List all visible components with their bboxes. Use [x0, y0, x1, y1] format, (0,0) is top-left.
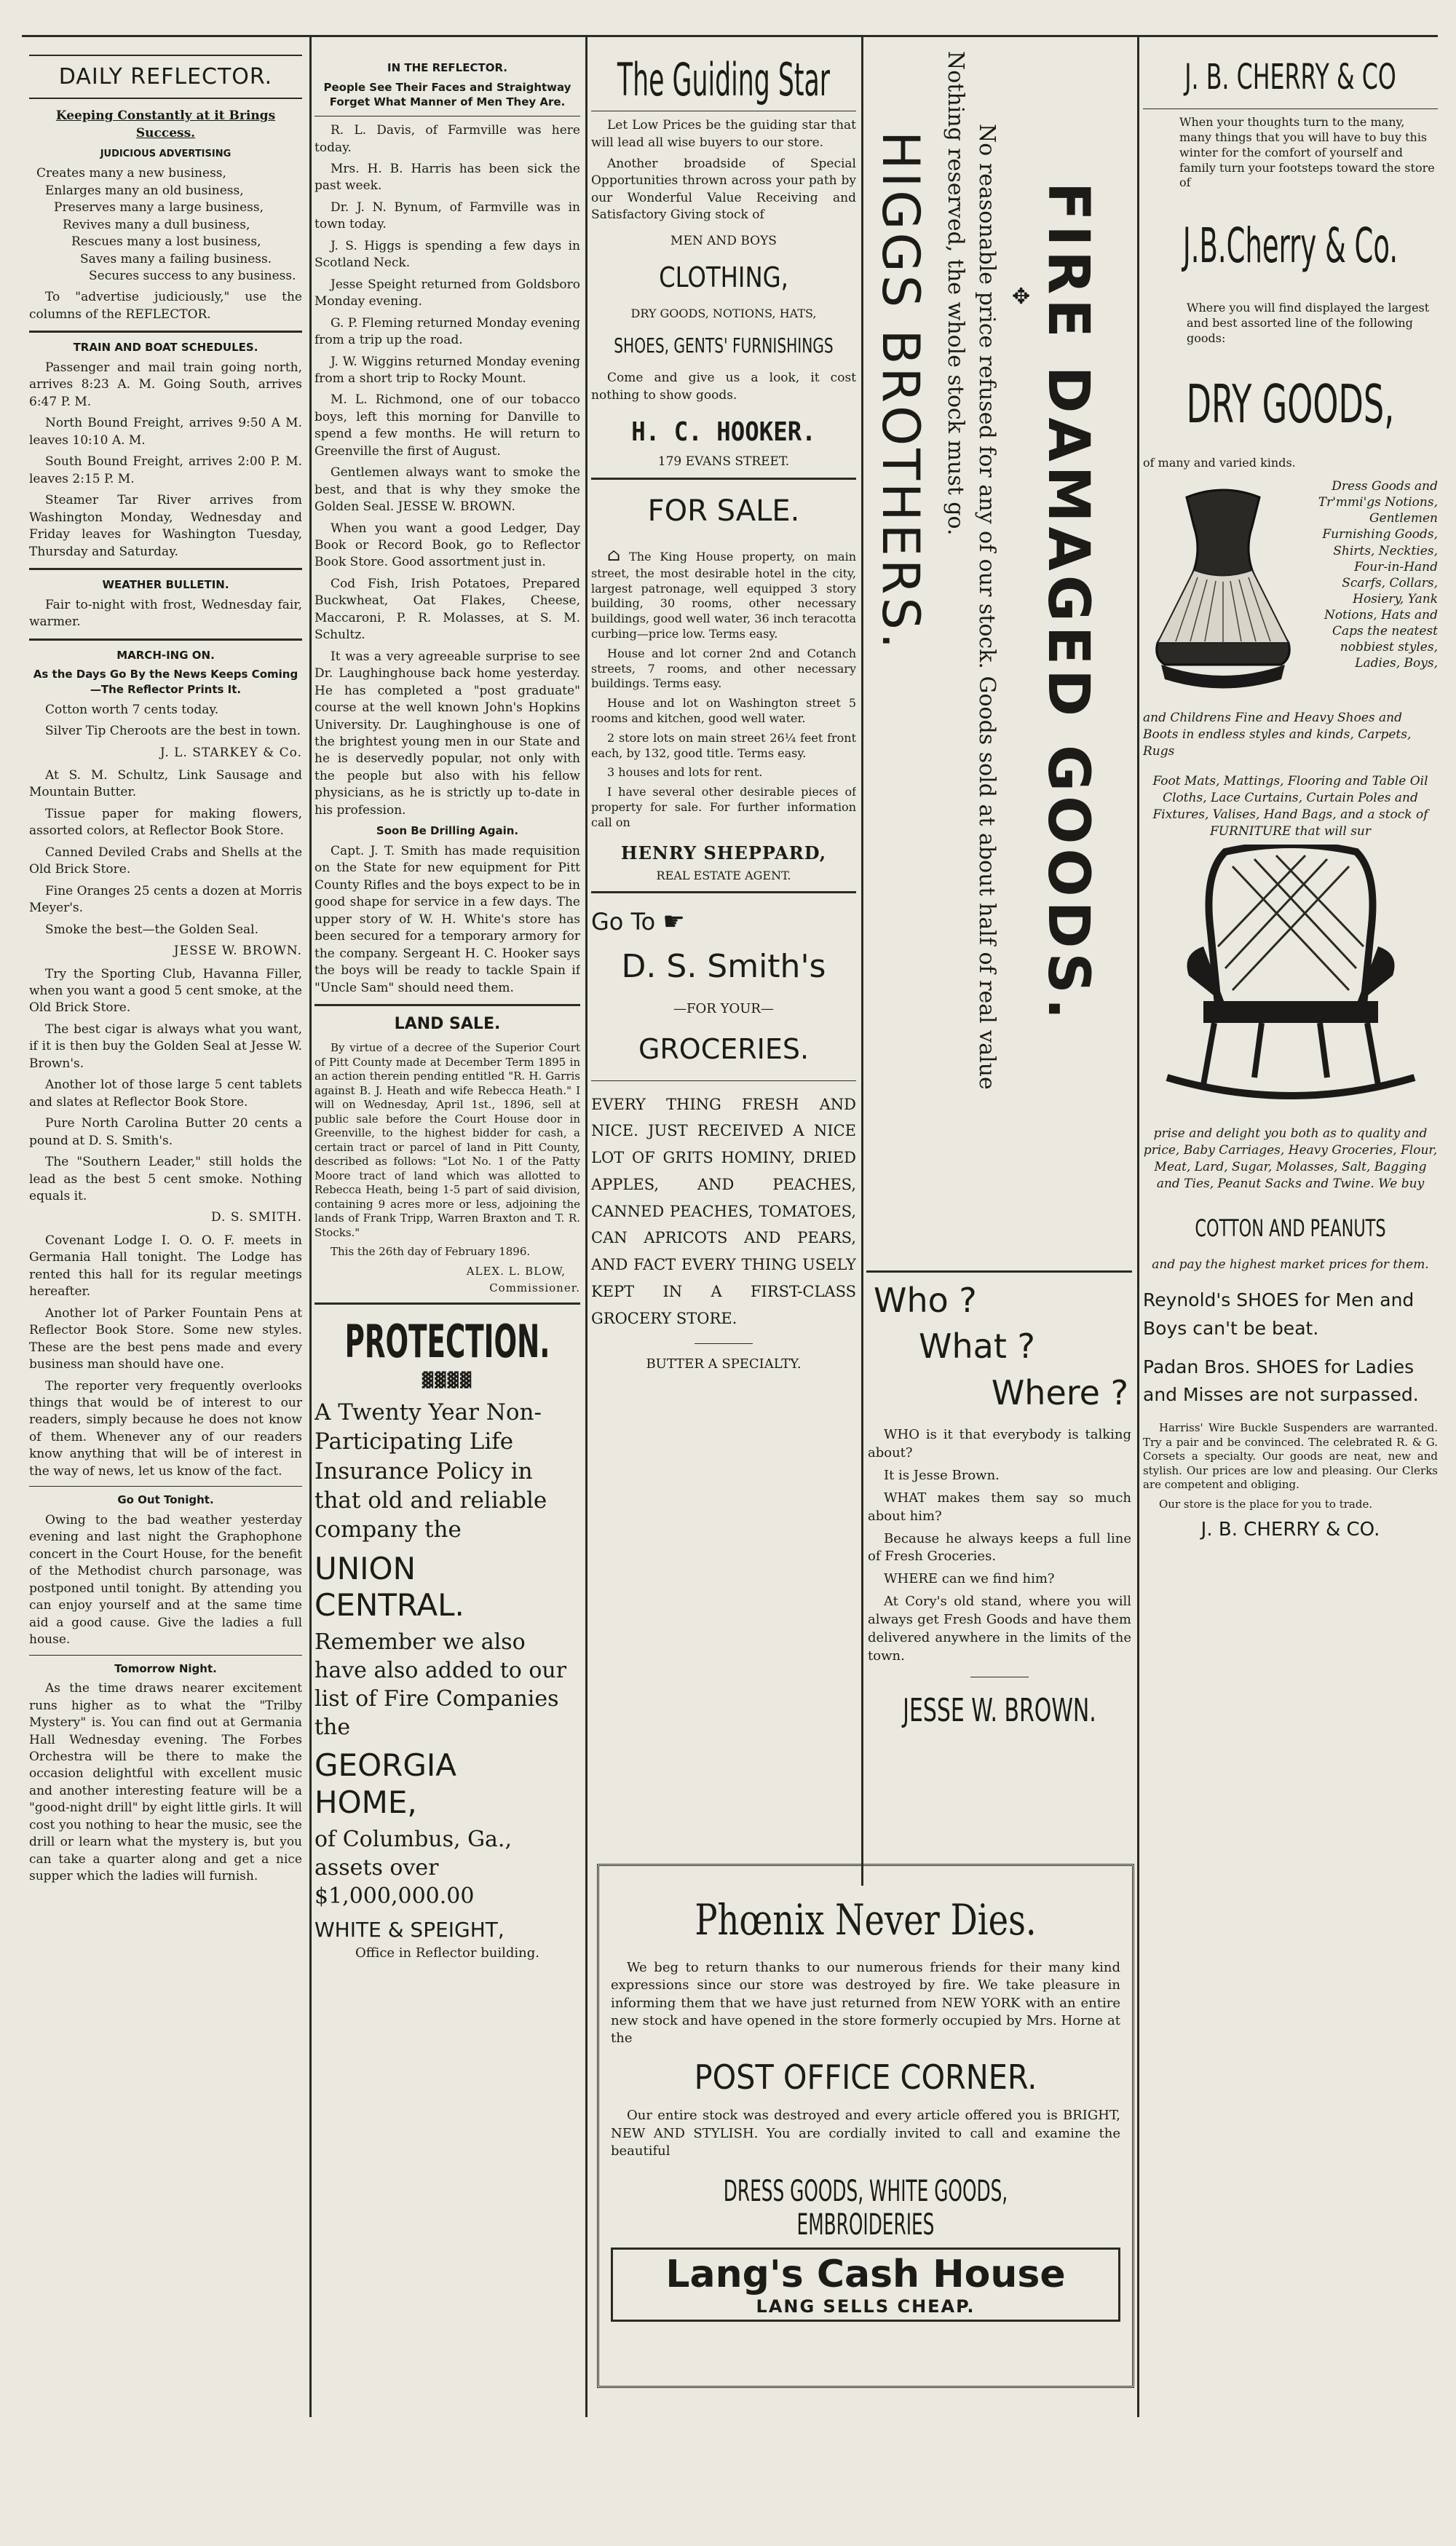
judicious-line: Revives many a dull business,	[63, 217, 250, 232]
sheppard-role: REAL ESTATE AGENT.	[656, 868, 791, 882]
cherry-dry-goods: DRY GOODS,	[1186, 373, 1395, 435]
divider	[591, 891, 856, 893]
for-your: —FOR YOUR—	[673, 1001, 774, 1017]
judicious-line: Rescues many a lost business,	[71, 234, 261, 250]
judicious-line: Secures success to any business.	[89, 268, 296, 283]
cherry-where: Where you will find displayed the largest and best assorted line of the following goods:	[1187, 301, 1430, 345]
phoenix-ad	[597, 1864, 1134, 2388]
smith-name: D. S. Smith's	[621, 947, 826, 985]
column-rule	[585, 36, 587, 2417]
top-rule	[22, 35, 1438, 37]
land-date: This the 26th day of February 1896.	[331, 1245, 531, 1259]
tomorrow-heading: Tomorrow Night.	[114, 1661, 217, 1675]
news-item: Pure North Carolina Butter 20 cents a pound at D. S. Smith's.	[29, 1116, 302, 1148]
tomorrow-text: As the time draws nearer excitement runs higher as to what the "Trilby Mystery" is. You can find out at Germania Hall Wednesday evening. The Forbes Orchestra will be there to make the occasion delightful with excellent music and another interesting feature will be a "good-night drill" by eight little girls. It will cost you nothing to hear the music, see the drill or learn what the mystery is, but you can take a quarter along and get a nice supper which the ladies will furnish.	[29, 1681, 302, 1884]
union-central-2: CENTRAL.	[314, 1586, 464, 1623]
shoes-line: SHOES, GENTS' FURNISHINGS	[614, 333, 834, 357]
for-sale-item: 2 store lots on main street 26¼ feet front each, by 132, good title. Terms easy.	[591, 730, 856, 760]
store-close: Our store is the place for you to trade.	[1159, 1497, 1373, 1511]
train-para: Steamer Tar River arrives from Washington Monday, Wednesday and Friday leaves for Washington Tuesday, Thursday and Saturday.	[29, 493, 302, 559]
goto-text: Go To	[591, 907, 656, 936]
rocking-chair-illustration	[1160, 845, 1422, 1121]
dry-goods-line: DRY GOODS, NOTIONS, HATS,	[630, 306, 817, 320]
corset-illustration	[1143, 483, 1303, 701]
grocery-list: EVERY THING FRESH AND NICE. JUST RECEIVED A NICE LOT OF GRITS HOMINY, DRIED APPLES, AND PEACHES, CANNED PEACHES, TOMATOES, CAN APRICOTS AND PEARS, AND FACT EVERY THING USELY KEPT IN A FIRST-CLASS GROCERY STORE.	[591, 1095, 856, 1327]
georgia-home-2: HOME,	[314, 1784, 417, 1820]
hooker-name: H. C. HOOKER.	[631, 417, 816, 448]
train-para: South Bound Freight, arrives 2:00 P. M. leaves 2:15 P. M.	[29, 454, 302, 486]
brown-ad	[868, 1278, 1131, 1853]
for-sale-item: House and lot corner 2nd and Cotanch streets, 7 rooms, and other necessary buildings. Terms easy.	[591, 646, 856, 691]
ornament-icon: ▓▓▓▓	[422, 1371, 473, 1389]
news-item: At S. M. Schultz, Link Sausage and Mountain Butter.	[29, 768, 302, 800]
cherry-varied: of many and varied kinds.	[1143, 456, 1296, 470]
cherry-childrens: and Childrens Fine and Heavy Shoes and Boots in endless styles and kinds, Carpets, Rugs	[1143, 711, 1412, 759]
higgs-brothers-wrap	[871, 131, 930, 652]
divider	[591, 1080, 856, 1081]
local-item: When you want a good Ledger, Day Book or Record Book, go to Reflector Book Store. Good assortment just in.	[314, 521, 580, 570]
goto-line	[591, 905, 856, 939]
office-text: Office in Reflector building.	[355, 1945, 539, 1961]
column-rule	[1137, 36, 1139, 2417]
cherry-signature: J. B. CHERRY & CO.	[1200, 1519, 1380, 1541]
marching-sub: As the Days Go By the News Keeps Coming—The Reflector Prints It.	[33, 668, 298, 696]
guiding-intro-2: Another broadside of Special Opportunities thrown across your path by our Wonderful Value Receiving and Satisfactory Giving stock of	[591, 157, 856, 223]
marching-items	[29, 702, 302, 1481]
local-item: Mrs. H. B. Harris has been sick the past week.	[314, 161, 580, 194]
marching-heading: MARCH-ING ON.	[116, 648, 215, 662]
judicious-close: To "advertise judiciously," use the columns of the REFLECTOR.	[29, 290, 302, 322]
for-sale-item	[591, 544, 856, 642]
who-para: At Cory's old stand, where you will always get Fresh Goods and have them delivered anywhere in the limits of the town.	[868, 1594, 1131, 1664]
divider	[29, 639, 302, 641]
jesse-brown: JESSE W. BROWN.	[903, 1692, 1096, 1730]
cherry-intro: When your thoughts turn to the many, many things that you will have to buy this winter for the comfort of yourself and family turn your footsteps toward the store of	[1179, 115, 1435, 190]
news-item-signature: D. S. SMITH.	[210, 1210, 302, 1225]
local-item: Dr. J. N. Bynum, of Farmville was in town today.	[314, 199, 580, 232]
local-item: Cod Fish, Irish Potatoes, Prepared Buckwheat, Oat Flakes, Cheese, Maccaroni, P. R. Molasses, at S. M. Schultz.	[314, 576, 580, 643]
fire-damaged: FIRE DAMAGED GOODS.	[1035, 182, 1101, 1024]
cherry-title: J. B. CHERRY & CO	[1184, 57, 1396, 98]
news-item-signature: JESSE W. BROWN.	[173, 944, 302, 959]
train-para: Passenger and mail train going north, arrives 8:23 A. M. Going South, arrives 6:47 P. M.	[29, 360, 302, 409]
cherry-pay: and pay the highest market prices for them.	[1152, 1257, 1429, 1272]
for-sale-item: 3 houses and lots for rent.	[607, 765, 763, 780]
columbus-text: of Columbus, Ga., assets over $1,000,000.00	[314, 1827, 512, 1910]
cherry-mats: Foot Mats, Mattings, Flooring and Table Oil Cloths, Lace Curtains, Curtain Poles and Fixtures, Valises, Hand Bags, and a stock of FURNITURE that will sur	[1152, 773, 1428, 839]
remember-text: Remember we also have also added to our list of Fire Companies the	[314, 1629, 567, 1741]
cotton-peanuts: COTTON AND PEANUTS	[1195, 1214, 1386, 1243]
reflector-subheading: People See Their Faces and Straightway Forget What Manner of Men They Are.	[323, 80, 571, 109]
weather-heading: WEATHER BULLETIN.	[102, 577, 229, 591]
news-item: Covenant Lodge I. O. O. F. meets in Germania Hall tonight. The Lodge has rented this hall for its regular meetings hereafter.	[29, 1233, 302, 1300]
clothing: CLOTHING,	[659, 261, 788, 294]
who-para: It is Jesse Brown.	[884, 1468, 1000, 1484]
come-text: Come and give us a look, it cost nothing to show goods.	[591, 371, 856, 403]
divider	[1143, 108, 1438, 109]
house-icon: ⌂	[607, 544, 621, 565]
padan-shoes: Padan Bros. SHOES for Ladies and Misses are not surpassed.	[1143, 1356, 1419, 1406]
news-item: Tissue paper for making flowers, assorted colors, at Reflector Book Store.	[29, 806, 302, 839]
local-item: Gentlemen always want to smoke the best, and that is why they smoke the Golden Seal. JESSE W. BROWN.	[314, 465, 580, 515]
fire-damaged-wrap	[1035, 182, 1101, 1024]
higgs-price: No reasonable price refused for any of our stock. Goods sold at about half of real value	[974, 124, 1000, 1090]
guiding-star-title: The Guiding Star	[617, 53, 831, 106]
who: Who ?	[874, 1281, 977, 1320]
local-item: G. P. Fleming returned Monday evening from a trip up the road.	[314, 315, 580, 348]
news-item: Fine Oranges 25 cents a dozen at Morris Meyer's.	[29, 883, 302, 916]
news-item: The "Southern Leader," still holds the lead as the best 5 cent smoke. Nothing equals it.	[29, 1155, 302, 1203]
column-1	[29, 40, 302, 2413]
union-central-1: UNION	[314, 1550, 416, 1586]
divider	[29, 331, 302, 333]
local-item: M. L. Richmond, one of our tobacco boys, left this morning for Danville to spend a few months. He will return to Greenville the first of August.	[314, 392, 580, 459]
ornament-icon: ✥	[1012, 284, 1031, 309]
higgs-price-wrap	[974, 124, 1000, 1090]
news-item: Another lot of those large 5 cent tablets and slates at Reflector Book Store.	[29, 1078, 302, 1110]
who-para: WHERE can we find him?	[884, 1571, 1055, 1587]
who-para: WHAT makes them say so much about him?	[868, 1490, 1131, 1524]
local-item: It was a very agreeable surprise to see Dr. Laughinghouse back home yesterday. He has completed a "post graduate" course at the well known John's Hopkins University. Dr. Laughinghouse is one of the brightest young men in our State and he is deservedly popular, not only with the people but also with his fellow physicians, as he is strictly up to-date in his profession.	[314, 649, 580, 818]
news-item: Try the Sporting Club, Havanna Filler, when you want a good 5 cent smoke, at the Old Brick Store.	[29, 966, 302, 1016]
who-para: WHO is it that everybody is talking about?	[868, 1427, 1131, 1461]
white-speight: WHITE & SPEIGHT,	[314, 1918, 505, 1942]
news-item: The best cigar is always what you want, if it is then buy the Golden Seal at Jesse W. Brown's.	[29, 1021, 302, 1071]
for-sale-item: House and lot on Washington street 5 rooms and kitchen, good well water.	[591, 696, 856, 725]
lang-sells-cheap: LANG SELLS CHEAP.	[756, 2296, 976, 2317]
hooker-address: 179 EVANS STREET.	[657, 454, 790, 469]
divider	[29, 1655, 302, 1656]
langs-box	[611, 2247, 1120, 2322]
local-item: J. S. Higgs is spending a few days in Scotland Neck.	[314, 238, 580, 271]
column-rule	[309, 36, 312, 2417]
protection-title: PROTECTION.	[344, 1315, 550, 1369]
news-item-signature: J. L. STARKEY & Co.	[159, 745, 302, 760]
butter-specialty: BUTTER A SPECIALTY.	[646, 1356, 802, 1372]
harriss-text: Harriss' Wire Buckle Suspenders are warranted. Try a pair and be convinced. The celebrated R. & G. Corsets a specialty. Our goods are neat, new and stylish. Our prices are low and pleasing. Our Clerks are competent and obliging.	[1143, 1421, 1438, 1492]
phoenix-text-2: Our entire stock was destroyed and every article offered you is BRIGHT, NEW AND STYLISH. You are cordially invited to call and examine the beautiful	[611, 2108, 1120, 2159]
divider	[695, 1343, 753, 1344]
judicious-list	[29, 165, 302, 285]
higgs-ad	[866, 44, 1132, 1252]
judicious-line: Saves many a failing business.	[80, 251, 272, 266]
protection-text: A Twenty Year Non-Participating Life Insurance Policy in that old and reliable company the	[314, 1399, 547, 1543]
news-item: Another lot of Parker Fountain Pens at Reflector Book Store. Some new styles. These are the best pens made and every business man should have one.	[29, 1305, 302, 1372]
land-text: By virtue of a decree of the Superior Court of Pitt County made at December Term 1895 in an action therein pending entitled "R. H. Garris against B. J. Heath and wife Rebecca Heath." I will on Wednesday, April 1st., 1896, sell at public sale before the Court House door in Greenville, to the highest bidder for cash, a certain tract or parcel of land in Pitt County, described as follows: "Lot No. 1 of the Patty Moore tract of land which was allotted to Rebecca Heath, being 1-5 part of said division, containing 9 acres more or less, adjoining the lands of Frank Tripp, Warren Braxton and T. R. Stocks."	[314, 1041, 580, 1239]
land-signature-role: Commissioner.	[489, 1281, 580, 1294]
pointing-hand-icon: ☛	[662, 906, 685, 936]
groceries-heading: GROCERIES.	[638, 1033, 810, 1066]
divider	[314, 1004, 580, 1006]
phoenix-title: Phœnix Never Dies.	[695, 1895, 1037, 1945]
judicious-heading: JUDICIOUS ADVERTISING	[100, 149, 232, 160]
judicious-line: Preserves many a large business,	[54, 200, 264, 216]
land-heading: LAND SALE.	[394, 1015, 501, 1034]
news-item: Canned Deviled Crabs and Shells at the Old Brick Store.	[29, 845, 302, 877]
train-heading: TRAIN AND BOAT SCHEDULES.	[73, 341, 258, 355]
slogan: Keeping Constantly at it Brings Success.	[55, 108, 276, 141]
georgia-home-1: GEORGIA	[314, 1747, 456, 1784]
judicious-line: Creates many a new business,	[36, 166, 226, 181]
drill-text: Capt. J. T. Smith has made requisition on the State for new equipment for Pitt County Rifles and the boys expect to be in good shape for service in a few days. The upper story of W. H. White's store has been secured for a temporary armory for the company. Sergeant H. C. Hooker says the boys will be ready to tackle Spain if "Uncle Sam" should need them.	[314, 843, 580, 995]
higgs-reserved: Nothing reserved, the whole stock must go.	[943, 51, 968, 536]
cherry-side-list: Dress Goods and Tr'mmi'gs Notions, Gentlemen Furnishing Goods, Shirts, Neckties, Four-in-Hand Scarfs, Collars, Hosiery, Yank Notions, Hats and Caps the neatest nobbiest styles, Ladies, Boys,	[1318, 479, 1438, 671]
column-5	[1143, 40, 1438, 2413]
reynold-shoes: Reynold's SHOES for Men and Boys can't be beat.	[1143, 1289, 1415, 1339]
divider	[314, 1302, 580, 1305]
local-item: J. W. Wiggins returned Monday evening from a short trip to Rocky Mount.	[314, 354, 580, 386]
for-sale-heading: FOR SALE.	[647, 494, 800, 529]
column-3	[591, 40, 856, 1860]
guiding-intro: Let Low Prices be the guiding star that will lead all wise buyers to our store.	[591, 118, 856, 150]
higgs-brothers: HIGGS BROTHERS.	[871, 131, 930, 652]
sheppard-name: HENRY SHEPPARD,	[620, 842, 827, 863]
judicious-line: Enlarges many an old business,	[45, 183, 244, 198]
goout-text: Owing to the bad weather yesterday evening and last night the Graphophone concert in the Court House, for the benefit of the Methodist church parsonage, was postponed until tonight. By attending you can enjoy yourself and at the same time aid a good cause. Give the ladies a full house.	[29, 1512, 302, 1648]
post-office-corner: POST OFFICE CORNER.	[694, 2057, 1037, 2098]
masthead: DAILY REFLECTOR.	[29, 55, 302, 99]
langs-cash-house: Lang's Cash House	[665, 2253, 1066, 2297]
for-sale-item: I have several other desirable pieces of property for sale. For further information call on	[591, 785, 856, 829]
goout-heading: Go Out Tonight.	[117, 1493, 214, 1507]
dress-goods-line: DRESS GOODS, WHITE GOODS, EMBROIDERIES	[723, 2175, 1008, 2242]
column-rule	[861, 36, 863, 1886]
higgs-reserved-wrap	[943, 51, 968, 536]
column-2	[314, 40, 580, 2413]
local-item: R. L. Davis, of Farmville was here today.	[314, 123, 580, 155]
news-item: Cotton worth 7 cents today.	[45, 702, 219, 717]
reflector-heading: IN THE REFLECTOR.	[387, 61, 507, 74]
what: What ?	[919, 1327, 1035, 1367]
weather-text: Fair to-night with frost, Wednesday fair, warmer.	[29, 597, 302, 630]
cherry-title-2: J.B.Cherry & Co.	[1182, 218, 1398, 274]
phoenix-text: We beg to return thanks to our numerous friends for their many kind expressions since our store was destroyed by fire. We take pleasure in informing them that we have just returned from NEW YORK with an entire new stock and have opened in the store formerly occupied by Mrs. Horne at the	[611, 1960, 1120, 2047]
who-para: Because he always keeps a full line of Fresh Groceries.	[868, 1530, 1131, 1565]
local-item: Jesse Speight returned from Goldsboro Monday evening.	[314, 277, 580, 309]
drill-heading: Soon Be Drilling Again.	[376, 824, 519, 838]
for-sale-text: The King House property, on main street, the most desirable hotel in the city, largest patronage, well equipped 3 story building, 30 rooms, other necessary buildings, good well water, 36 inch teracotta curbing—price low. Terms easy.	[591, 549, 856, 641]
corset-block	[1143, 478, 1438, 705]
news-item: The reporter very frequently overlooks things that would be of interest to our readers, simply because he does not know of them. Whenever any of our readers know anything that will be of interest in the way of news, let us know of the fact.	[29, 1378, 302, 1479]
divider	[866, 1270, 1132, 1273]
divider	[29, 568, 302, 570]
news-item: Smoke the best—the Golden Seal.	[45, 922, 258, 937]
where: Where ?	[991, 1372, 1128, 1412]
divider	[591, 478, 856, 480]
cherry-prise: prise and delight you both as to quality and price, Baby Carriages, Heavy Groceries, Flour, Meat, Lard, Sugar, Molasses, Salt, Bagging and Ties, Peanut Sacks and Twine. We buy	[1143, 1126, 1438, 1191]
land-signature: ALEX. L. BLOW,	[466, 1265, 566, 1278]
news-item: Silver Tip Cheroots are the best in town.	[45, 724, 301, 739]
men-boys: MEN AND BOYS	[670, 233, 777, 248]
divider	[29, 1486, 302, 1487]
train-para: North Bound Freight, arrives 9:50 A M. leaves 10:10 A. M.	[29, 416, 302, 448]
